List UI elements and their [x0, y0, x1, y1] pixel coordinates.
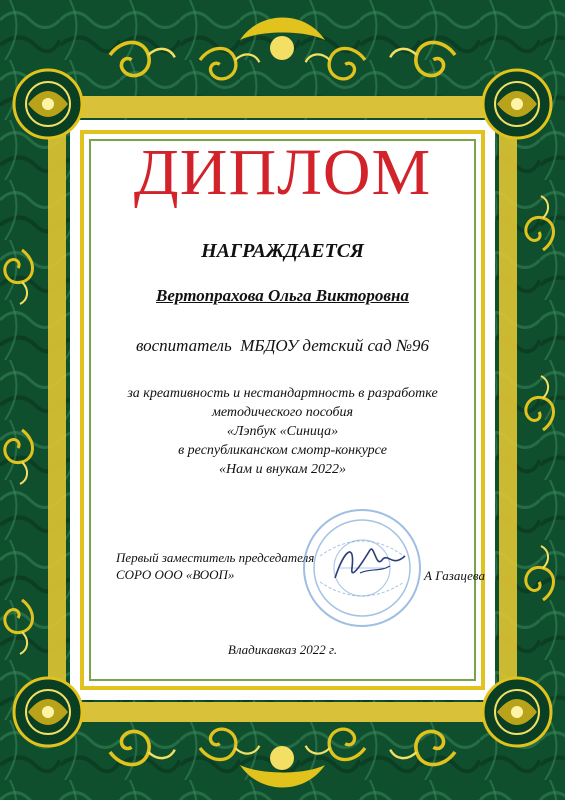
recipient-name: Вертопрахова Ольга Викторовна [156, 286, 409, 305]
reason-line: «Лэпбук «Синица» [226, 424, 339, 439]
signatory-title-line: Первый заместитель председателя [116, 550, 315, 565]
award-reason [90, 384, 475, 479]
reason-line: методического пособия [211, 405, 354, 420]
signatory-title-line: СОРО ООО «ВООП» [116, 567, 235, 582]
place-date: Владикавказ 2022 г. [227, 642, 338, 657]
reason-line: «Нам и внукам 2022» [219, 462, 346, 477]
diploma-title: ДИПЛОМ [133, 136, 432, 209]
signatory-name: А Газацева [424, 568, 485, 583]
signature-icon [330, 538, 410, 588]
signatory-title [116, 549, 314, 583]
reason-line: в республиканском смотр-конкурсе [178, 443, 387, 458]
awarded-label: НАГРАЖДАЕТСЯ [201, 240, 364, 262]
recipient-position: воспитатель МБДОУ детский сад №96 [135, 336, 430, 355]
reason-line: за креативность и нестандартность в разработке [127, 386, 438, 401]
